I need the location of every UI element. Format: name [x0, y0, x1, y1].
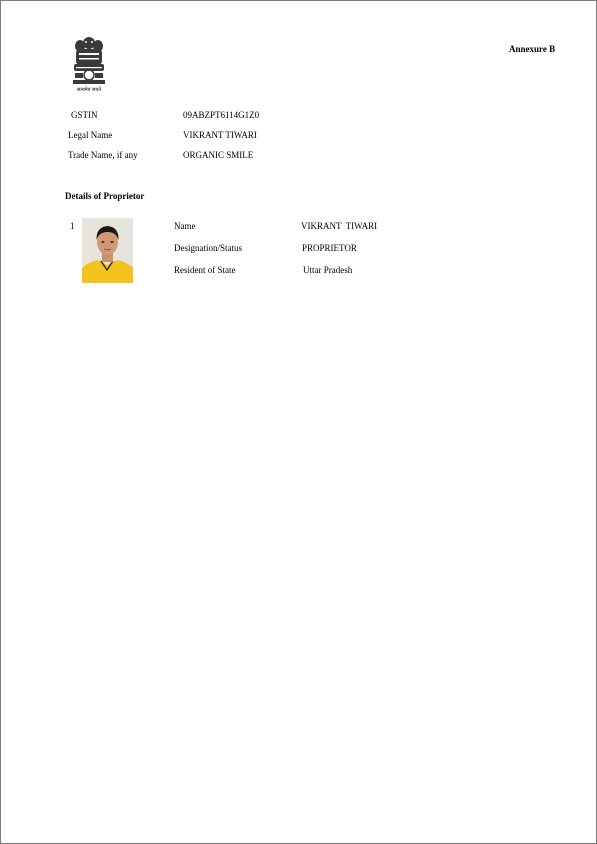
- annexure-label: Annexure B: [509, 44, 556, 54]
- trade-name-label: Trade Name, if any: [68, 150, 138, 160]
- proprietor-designation-label: Designation/Status: [174, 243, 242, 253]
- trade-name-value: ORGANIC SMILE: [183, 150, 254, 160]
- legal-name-label: Legal Name: [68, 130, 113, 140]
- legal-name-value: VIKRANT TIWARI: [183, 130, 257, 140]
- proprietor-designation-value: PROPRIETOR: [302, 243, 357, 253]
- emblem-motto: सत्यमेव जयते: [76, 88, 102, 93]
- proprietor-name-label: Name: [174, 221, 196, 231]
- proprietor-photo: [82, 218, 133, 283]
- proprietor-resident-value: Uttar Pradesh: [303, 265, 353, 275]
- proprietor-name-value: VIKRANT TIWARI: [301, 221, 378, 231]
- gstin-value: 09ABZPT6114G1Z0: [183, 110, 260, 120]
- proprietor-resident-label: Resident of State: [174, 265, 236, 275]
- gstin-label: GSTIN: [71, 110, 98, 120]
- proprietor-section-heading: Details of Proprietor: [65, 191, 145, 201]
- proprietor-index: 1: [70, 221, 75, 231]
